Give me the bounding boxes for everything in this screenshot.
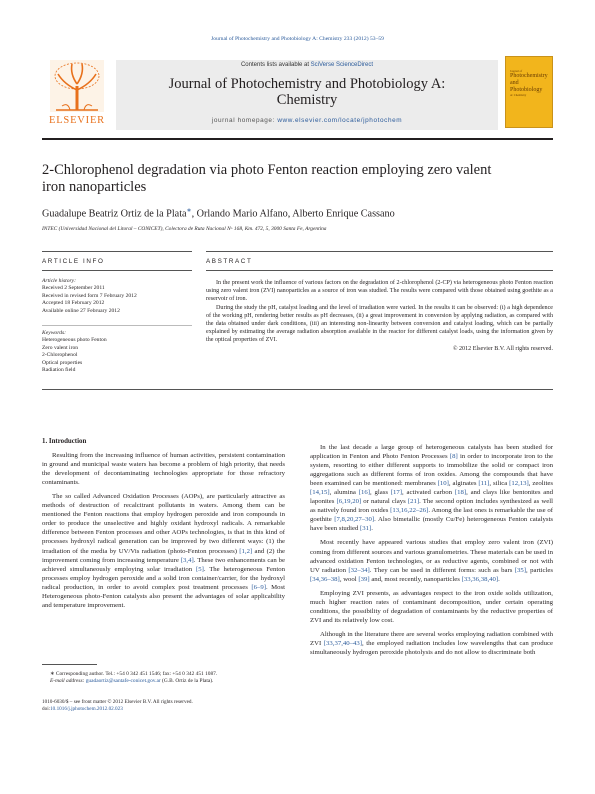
doi-label: doi: — [42, 706, 51, 713]
citation-link[interactable]: [11] — [478, 480, 490, 488]
email-suffix: (G.B. Ortiz de la Plata). — [160, 678, 214, 685]
journal-title-line1: Journal of Photochemistry and Photobiology A: — [168, 76, 446, 92]
citation-link[interactable]: [18] — [454, 489, 467, 497]
text-run: , and clays like bentonites and laponites — [310, 489, 553, 506]
keyword: 2-Chlorophenol — [42, 352, 78, 359]
body-column-right — [310, 443, 553, 657]
keyword: Heterogeneous photo Fenton — [42, 337, 107, 344]
elsevier-wordmark: ELSEVIER — [49, 115, 105, 126]
text-run: In the last decade a large group of heterogeneous catalysts has been studied for application in Fenton and Photo Fenton Processes — [310, 444, 553, 461]
footnote-contact: Corresponding author. Tel.: +54 0 342 451 1546; fax: +54 0 342 451 1087. — [55, 671, 218, 677]
footnote-rule — [42, 664, 97, 665]
journal-title[interactable] — [116, 76, 498, 108]
text-run: , the employed radiation includes low wavelengths that can produce simultaneously hydrogen peroxide photolysis and do not allow to discriminate both — [310, 639, 554, 656]
article-title-line2: iron nanoparticles — [42, 179, 147, 195]
keyword: Radiation field — [42, 367, 76, 374]
history-label: Article history: — [42, 278, 77, 284]
issn-doi-block — [42, 699, 302, 714]
citation-link[interactable]: [31] — [360, 525, 372, 533]
citation-link[interactable]: [16] — [358, 489, 370, 497]
body-column-left — [42, 437, 285, 610]
citation-link[interactable]: [33,37,40–43] — [323, 639, 363, 647]
abstract-rule-top — [206, 251, 553, 252]
email-label: E-mail address: — [50, 678, 86, 685]
article-title — [42, 162, 553, 196]
contents-prefix: Contents lists available at — [240, 62, 311, 68]
text-run: . — [498, 575, 500, 583]
article-info-rule-mid — [42, 270, 192, 271]
text-run: . — [371, 525, 373, 533]
citation-link[interactable]: [6,19,20] — [336, 498, 362, 506]
other-authors: , Orlando Mario Alfano, Alberto Enrique Cassano — [191, 208, 395, 220]
text-run: , zeolites — [528, 480, 554, 488]
affiliation: INTEC (Universidad Nacional del Litoral – CONICET), Colectora de Ruta Nacional N◦ 168, Km. 472, 5, 3000 Santa Fe, Argentina — [42, 226, 327, 232]
article-title-line1: 2-Chlorophenol degradation via photo Fenton reaction employing zero valent — [42, 162, 492, 178]
citation-link[interactable]: [3,4] — [180, 556, 194, 564]
body-paragraph — [310, 538, 553, 583]
cover-text-top: Journal of — [510, 69, 523, 73]
citation-link[interactable]: [39] — [358, 575, 370, 583]
footnote-line-2 — [50, 678, 292, 685]
text-run: , alginates — [448, 480, 479, 488]
citation-link[interactable]: [34,36–38] — [310, 575, 340, 583]
body-paragraph — [310, 443, 553, 533]
history-item: Accepted 18 February 2012 — [42, 300, 105, 307]
keywords — [42, 330, 192, 374]
text-run: . Most Heterogeneous photo-Fenton catalysts also present the advantages of solar applicability and temperature improvement. — [42, 583, 285, 609]
citation-link[interactable]: [21] — [407, 498, 420, 506]
section-title: 1. Introduction — [42, 438, 87, 445]
citation-link[interactable]: [1,2] — [239, 547, 253, 555]
citation-link[interactable]: [32–34] — [348, 566, 370, 574]
text-run: . The heterogeneous Fenton processes employ hydrogen peroxide and a solid iron container/carrier, for the hydroxyl radical production, in order to avoid complex post treatment processes — [42, 565, 286, 591]
citation-link[interactable]: [35] — [514, 566, 527, 574]
text-run: . Among the last ones is remarkable the use of goethite — [310, 507, 553, 524]
text-run: , particles — [526, 566, 553, 574]
text-run: . These two enhancements can be achieved simultaneously employing solar irradiation — [42, 556, 286, 573]
text-run: in order to incorporate iron to the system, resorting to either different supports to immobilize the solid or compact iron aggregations such as different forms of iron oxides. Among the compounds that have been examined can be mentioned: membranes — [310, 453, 553, 488]
citation-link[interactable]: [12,13] — [509, 480, 529, 488]
homepage-label: journal homepage: — [211, 117, 278, 124]
abstract-rule-bottom — [42, 389, 553, 390]
history-item: Received 2 September 2011 — [42, 285, 105, 292]
citation-link[interactable]: [33,36,38,40] — [461, 575, 499, 583]
abstract-paragraph-1: In the present work the influence of various factors on the degradation of 2-chlorophenol (2-CP) via heterogeneous photo Fenton reaction using zero valent iron (ZVI) nanoparticles as a source of iron was studied. The results were compared with those obtained using goethite as a reservoir of iron. — [206, 280, 553, 303]
article-info-heading: ARTICLE INFO — [42, 258, 105, 265]
journal-cover-thumbnail[interactable] — [505, 56, 553, 128]
journal-header-band — [116, 60, 498, 130]
footnote-mark: ∗ — [50, 671, 55, 677]
text-run: , glass — [369, 489, 391, 497]
authors — [42, 207, 553, 219]
issn-line: 1010-6030/$ – see front matter © 2012 Elsevier B.V. All rights reserved. — [42, 699, 193, 705]
text-run: . Also bimetallic (mostly Cu/Fe) heterogeneous Fenton catalysts have been studied — [310, 516, 553, 533]
abstract-paragraph-2: During the study the pH, catalyst loading and the level of irradiation were varied. In the results it can be observed: (i) a high dependence of the working pH, rendering better results as pH decreases, (ii) a great improvement in conversion by applying radiation, as compared with the data obtained under dark conditions, (iii) an interesting non-linearity between conversion and catalyst loading, which can be partially explained by estimating the average radiation absorption available in the reactor for different catalyst loads, using the information given by the optical properties of ZVI. — [206, 304, 553, 344]
citation-link[interactable]: [6–9] — [251, 583, 266, 591]
abstract-text — [206, 279, 553, 353]
cover-text-title: Photochemistry and Photobiology — [510, 73, 548, 93]
citation-link[interactable]: [14,15] — [310, 489, 330, 497]
journal-masthead — [42, 56, 553, 132]
doi-link[interactable]: 10.1016/j.jphotochem.2012.02.023 — [50, 706, 123, 713]
corresponding-author-footnote — [42, 671, 292, 686]
citation-link[interactable]: [17] — [390, 489, 403, 497]
text-run: , silica — [489, 480, 510, 488]
body-paragraph: Resulting from the increasing influence of human activities, persistent contamination in ground and municipal waste waters has become a problem of high priority, that needs the development of decontaminating technologies appropriate for those refractory contaminants. — [42, 452, 285, 487]
sciencedirect-link[interactable]: SciVerse ScienceDirect — [310, 62, 374, 68]
text-run: Most recently have appeared various studies that employ zero valent iron (ZVI) coming from different sources and various granulometries. These materials can be used in advanced oxidation Fenton technologies, or as reductive agents, combined or not with UV radiation — [310, 539, 553, 574]
running-head[interactable]: Journal of Photochemistry and Photobiology A: Chemistry 233 (2012) 53–59 — [211, 36, 384, 42]
article-info-rule-top — [42, 251, 192, 252]
text-run: , alumina — [329, 489, 359, 497]
text-run: , activated carbon — [402, 489, 455, 497]
citation-link[interactable]: [5] — [195, 565, 204, 573]
author-1: Guadalupe Beatriz Ortiz de la Plata — [42, 208, 187, 220]
citation-link[interactable]: [8] — [449, 453, 458, 461]
body-paragraph — [310, 630, 553, 657]
cover-text-bottom: A: Chemistry — [510, 93, 527, 97]
text-run: or natural clays — [361, 498, 408, 506]
body-paragraph — [42, 492, 285, 610]
text-run: , wool — [339, 575, 359, 583]
abstract-copyright: © 2012 Elsevier B.V. All rights reserved. — [452, 345, 553, 352]
text-run: Although in the literature there are several works employing radiation combined with ZVI — [310, 630, 553, 647]
text-run: The so called Advanced Oxidation Processes (AOPs), are particularly attractive as methods of destruction of recalcitrant pollutants in waters. Among them can be mentioned the Fenton reactions that employ hydrogen peroxide and iron compounds in order to produce the unselective and highly oxidant hydroxyl radicals. A remarkable difference between Fenton processes and other AOPs technologies, is that in this kind of processes hydroxyl radical generation can be improved by two different ways: (1) the irradiation of the media by UV/Vis radiation (photo-Fenton processes) — [42, 493, 285, 555]
text-run: . They can be used in different forms: such as bars — [369, 566, 515, 574]
keyword: Zero valent iron — [42, 344, 79, 351]
text-run: . The second option includes synthesized as well as natively found iron oxides — [310, 498, 554, 515]
journal-homepage — [116, 117, 498, 124]
citation-link[interactable]: [13,16,22–26] — [390, 507, 429, 515]
citation-link[interactable]: [10] — [437, 480, 449, 488]
doi-line — [42, 706, 302, 713]
article-info-divider — [42, 325, 192, 326]
text-run: and (2) the improvement coming from increasing temperature — [42, 547, 285, 564]
corresponding-author-mark[interactable]: ∗ — [186, 208, 192, 214]
elsevier-logo[interactable] — [42, 56, 112, 132]
citation-link[interactable]: [7,8,20,27–30] — [334, 516, 375, 524]
body-paragraph: Employing ZVI presents, as advantages respect to the iron oxide solids utilization, much higher reaction rates of contaminant decomposition, under certain operating conditions, the possibility of degradation of contaminants by the reductive properties of ZVI and its relatively low cost. — [310, 589, 553, 624]
abstract-heading: ABSTRACT — [206, 258, 253, 265]
homepage-link[interactable]: www.elsevier.com/locate/jphotochem — [277, 117, 403, 124]
history-item: Received in revised form 7 February 2012 — [42, 292, 137, 299]
email-link[interactable]: guadaortiz@santafe-conicet.gov.ar — [85, 678, 161, 685]
elsevier-tree-icon — [50, 60, 104, 112]
history-item: Available online 27 February 2012 — [42, 307, 120, 314]
keywords-label: Keywords: — [42, 330, 67, 336]
text-run: and, most recently, nanoparticles — [369, 575, 462, 583]
journal-title-line2: Chemistry — [276, 92, 338, 108]
keyword: Optical properties — [42, 359, 83, 366]
header-rule — [42, 138, 553, 140]
contents-line — [116, 62, 498, 68]
article-history — [42, 278, 192, 315]
abstract-rule-mid — [206, 270, 553, 271]
